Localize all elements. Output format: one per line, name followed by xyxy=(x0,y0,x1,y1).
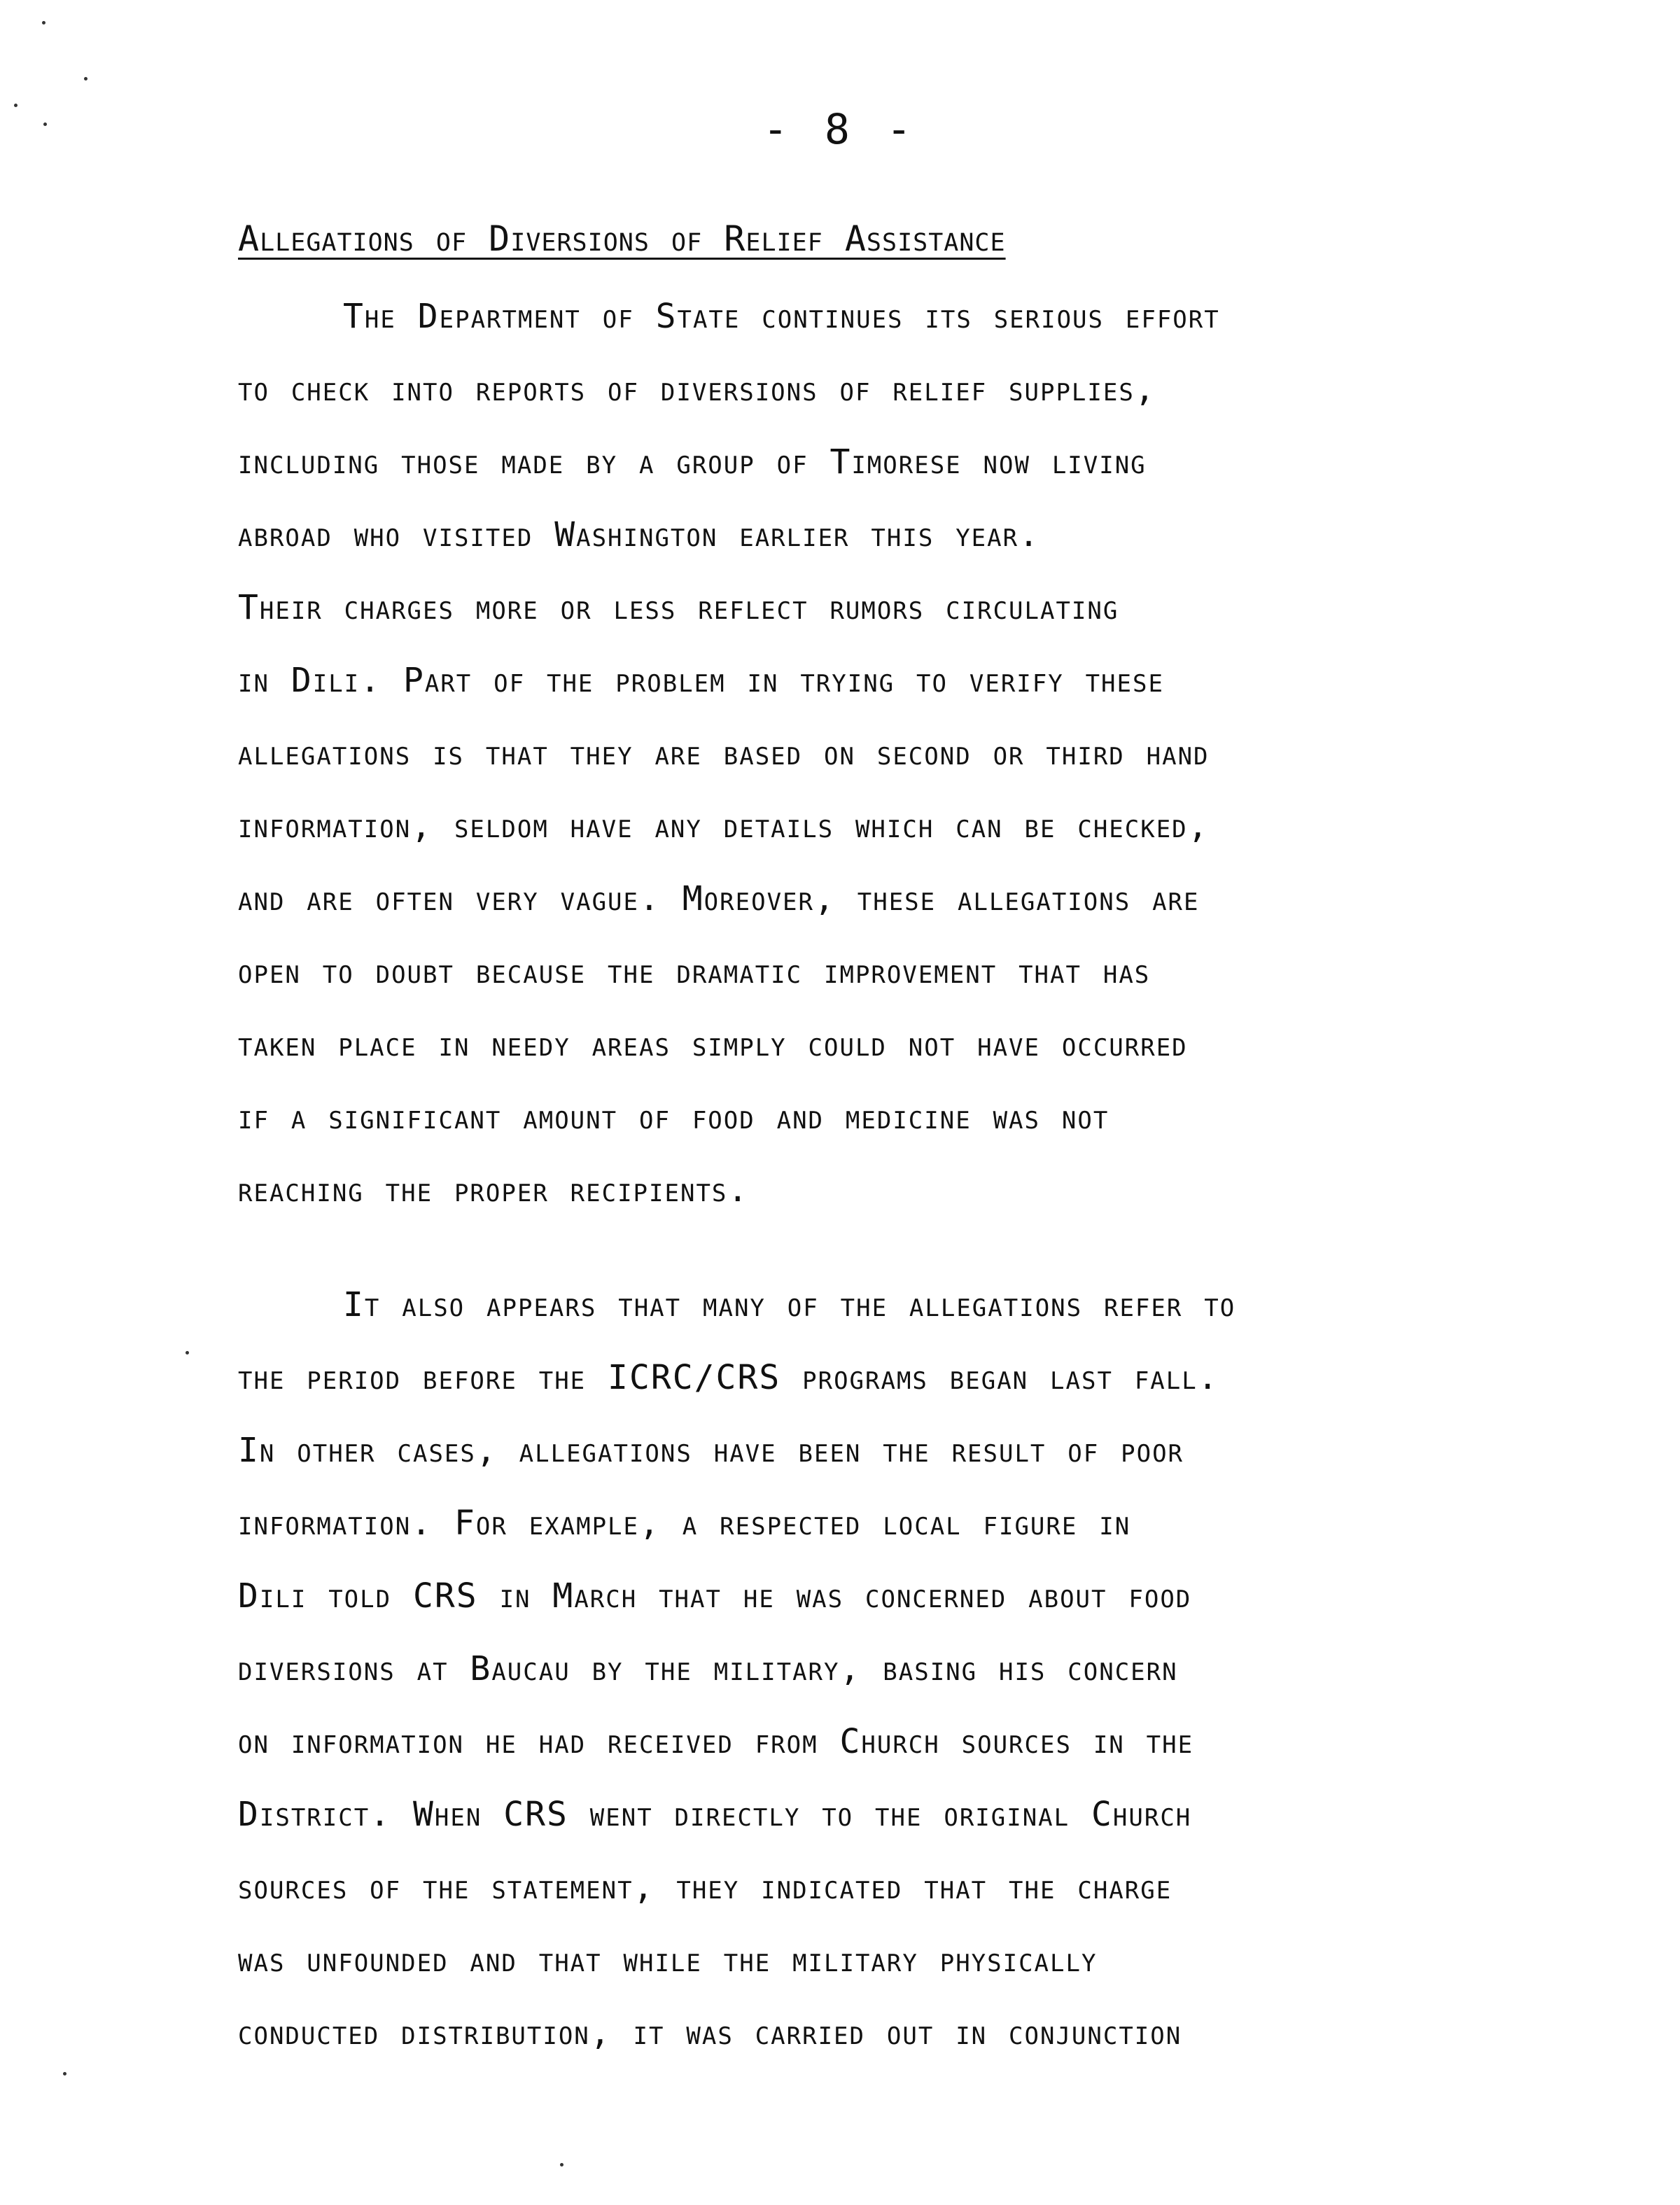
paragraph-line: to check into reports of diversions of relief supplies, xyxy=(238,370,1156,409)
scan-speck xyxy=(186,1351,189,1354)
paragraph-line: Dili told CRS in March that he was concerned about food xyxy=(238,1576,1192,1616)
paragraph-line: in Dili. Part of the problem in trying to verify these xyxy=(238,661,1164,700)
paragraph-line: Their charges more or less reflect rumors circulating xyxy=(238,588,1119,627)
page-number: - 8 - xyxy=(762,105,918,154)
paragraph-line: sources of the statement, they indicated that the charge xyxy=(238,1868,1172,1907)
scan-speck xyxy=(42,21,46,24)
paragraph-line: The Department of State continues its serious effort xyxy=(343,297,1220,336)
section-heading: Allegations of Diversions of Relief Assistance xyxy=(238,218,1006,259)
paragraph-line: including those made by a group of Timorese now living xyxy=(238,442,1147,482)
paragraph-line: information. For example, a respected local figure in xyxy=(238,1504,1131,1543)
paragraph-line: information, seldom have any details which can be checked, xyxy=(238,806,1210,846)
paragraph-1 xyxy=(238,280,1220,1226)
paragraph-line: the period before the ICRC/CRS programs began last fall. xyxy=(238,1358,1219,1397)
paragraph-line: It also appears that many of the allegations refer to xyxy=(343,1285,1236,1324)
scan-speck xyxy=(63,2072,66,2076)
paragraph-line: diversions at Baucau by the military, basing his concern xyxy=(238,1649,1178,1688)
paragraph-line: abroad who visited Washington earlier this year. xyxy=(238,515,1040,554)
paragraph-line: open to doubt because the dramatic improvement that has xyxy=(238,952,1151,991)
paragraph-line: In other cases, allegations have been the result of poor xyxy=(238,1431,1184,1470)
scan-speck xyxy=(84,77,88,80)
paragraph-line: if a significant amount of food and medicine was not xyxy=(238,1098,1110,1137)
paragraph-line: District. When CRS went directly to the original Church xyxy=(238,1795,1192,1834)
paragraph-line: conducted distribution, it was carried out in conjunction xyxy=(238,2013,1182,2052)
paragraph-line: reaching the proper recipients. xyxy=(238,1170,750,1210)
scan-speck xyxy=(43,122,47,126)
scan-speck xyxy=(560,2163,564,2166)
paragraph-line: taken place in needy areas simply could not have occurred xyxy=(238,1025,1188,1064)
paragraph-line: allegations is that they are based on second or third hand xyxy=(238,734,1210,773)
paragraph-line: was unfounded and that while the military physically xyxy=(238,1940,1098,1980)
paragraph-2 xyxy=(238,1268,1236,2069)
scan-speck xyxy=(14,104,18,107)
paragraph-line: on information he had received from Church sources in the xyxy=(238,1722,1194,1761)
paragraph-line: and are often very vague. Moreover, these allegations are xyxy=(238,879,1200,918)
